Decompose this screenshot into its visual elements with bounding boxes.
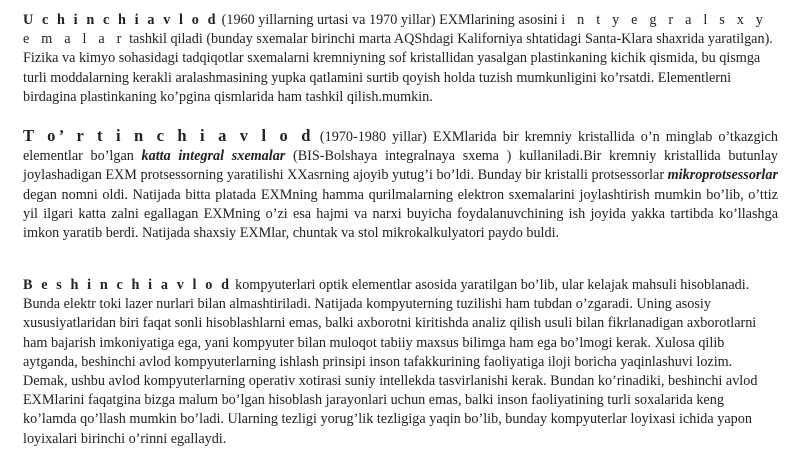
paragraph-text: degan nomni oldi. Natijada bitta platada EXMning hamma qurilmalarning elektron sxemalarini joylashtirish mumkin bo’lib, o’ttiz yil ilgari katta zalni egallagan EXMning o’zi esa hajmi va narxi buyicha foydalanuvchining ish joyida yakka tartibda ko’llashga imkon yaratib berdi. Natijada shaxsiy EXMlar, chuntak va stol mikrokalkulyatori paydo buldi. xyxy=(23,186,778,242)
paragraph-text: (1960 yillarning urtasi va 1970 yillar) EXMlarining asosini xyxy=(218,12,562,28)
term-integral-schemes: i n t y e g r a l s x y e m a l a r xyxy=(23,12,768,48)
term-large-integral-schemes: katta integral sxemalar xyxy=(141,148,286,165)
paragraph-text: (1970-1980 yillar) EXMlarida bir kremniy kristallida o’n minglab o’tkazgich elementlar bo’lgan xyxy=(23,129,778,165)
heading-fourth-generation: T o’ r t i n c h i a v l o d xyxy=(23,126,314,145)
heading-fifth-generation: B e s h i n c h i a v l o d xyxy=(23,277,232,293)
paragraph-text: tashkil qiladi (bunday sxemalar birinchi marta AQShdagi Kaliforniya shtatidagi Santa-Klara shaxrida yaratilgan). Fizika va kimyo sohasidagi tadqiqotlar sxemalarni kremniyning sof kristallidan yasalgan plastinkaning kichik qismida, bu qismga turli moddalarning kerakli aralashmasining yupka qatlamini surtib qoyish holda tuzish mumkunligini ko’rsatdi. Elementlerni birdagina plastinkaning ko’pgina qismlarida ham tashkil qilish.mumkin. xyxy=(23,31,773,105)
heading-third-generation: U c h i n c h i a v l o d xyxy=(23,12,219,28)
paragraph-fourth-generation xyxy=(23,126,778,243)
paragraph-fifth-generation xyxy=(23,276,778,449)
paragraph-text: kompyuterlari optik elementlar asosida yaratilgan bo’lib, ular kelajak mahsuli hisoblanadi. Bunda elektr toki lazer nurlari bilan almashtiriladi. Natijada kompyuterning tuzilishi ham tubdan o’zgaradi. Uning asosiy xususiyatlaridan biri faqat sonli hisoblashlarni emas, balki axborotni kiritishda analiz qilish usuli bilan fikrlanadigan axborotlarni ham bajarish imkoniyatiga ega, yani kompyuter bilan muloqot tabiiy maxsus bilimga ham ega bo’lmogi kerak. Xulosa qilib aytganda, beshinchi avlod kompyuterlarning ishlash prinsipi inson tafakkurining faoliyatiga iloji boricha yaqinlashuvi lozim. Demak, ushbu avlod kompyuterlarning operativ xotirasi suniy intellekda tasvirlanishi kerak. Bundan ko’rinadiki, beshinchi avlod EXMlarini faqatgina bizga malum bo’lgan hisoblash jarayonlari uchun emas, balki inson faoliyatining turli soxalarida keng ko’lamda qo’llash mumkin bo’ladi. Ularning tezligi yorug’lik tezligiga yaqin bo’lib, bunday kompyuterlar loyixasi ichida yapon loyixalari birinchi o’rinni egallaydi. xyxy=(23,277,758,447)
term-microprocessors: mikroprotsessorlar xyxy=(667,167,778,184)
paragraph-text: (BIS-Bolshaya integralnaya sxema ) kullaniladi.Bir kremniy kristallida butunlay joylashadigan EXM protsessorning yaratilishi XXasrning ajoyib yutug’i bo’ldi. Bunday bir kristalli protsessorlar xyxy=(23,148,778,184)
paragraph-third-generation xyxy=(23,11,778,107)
